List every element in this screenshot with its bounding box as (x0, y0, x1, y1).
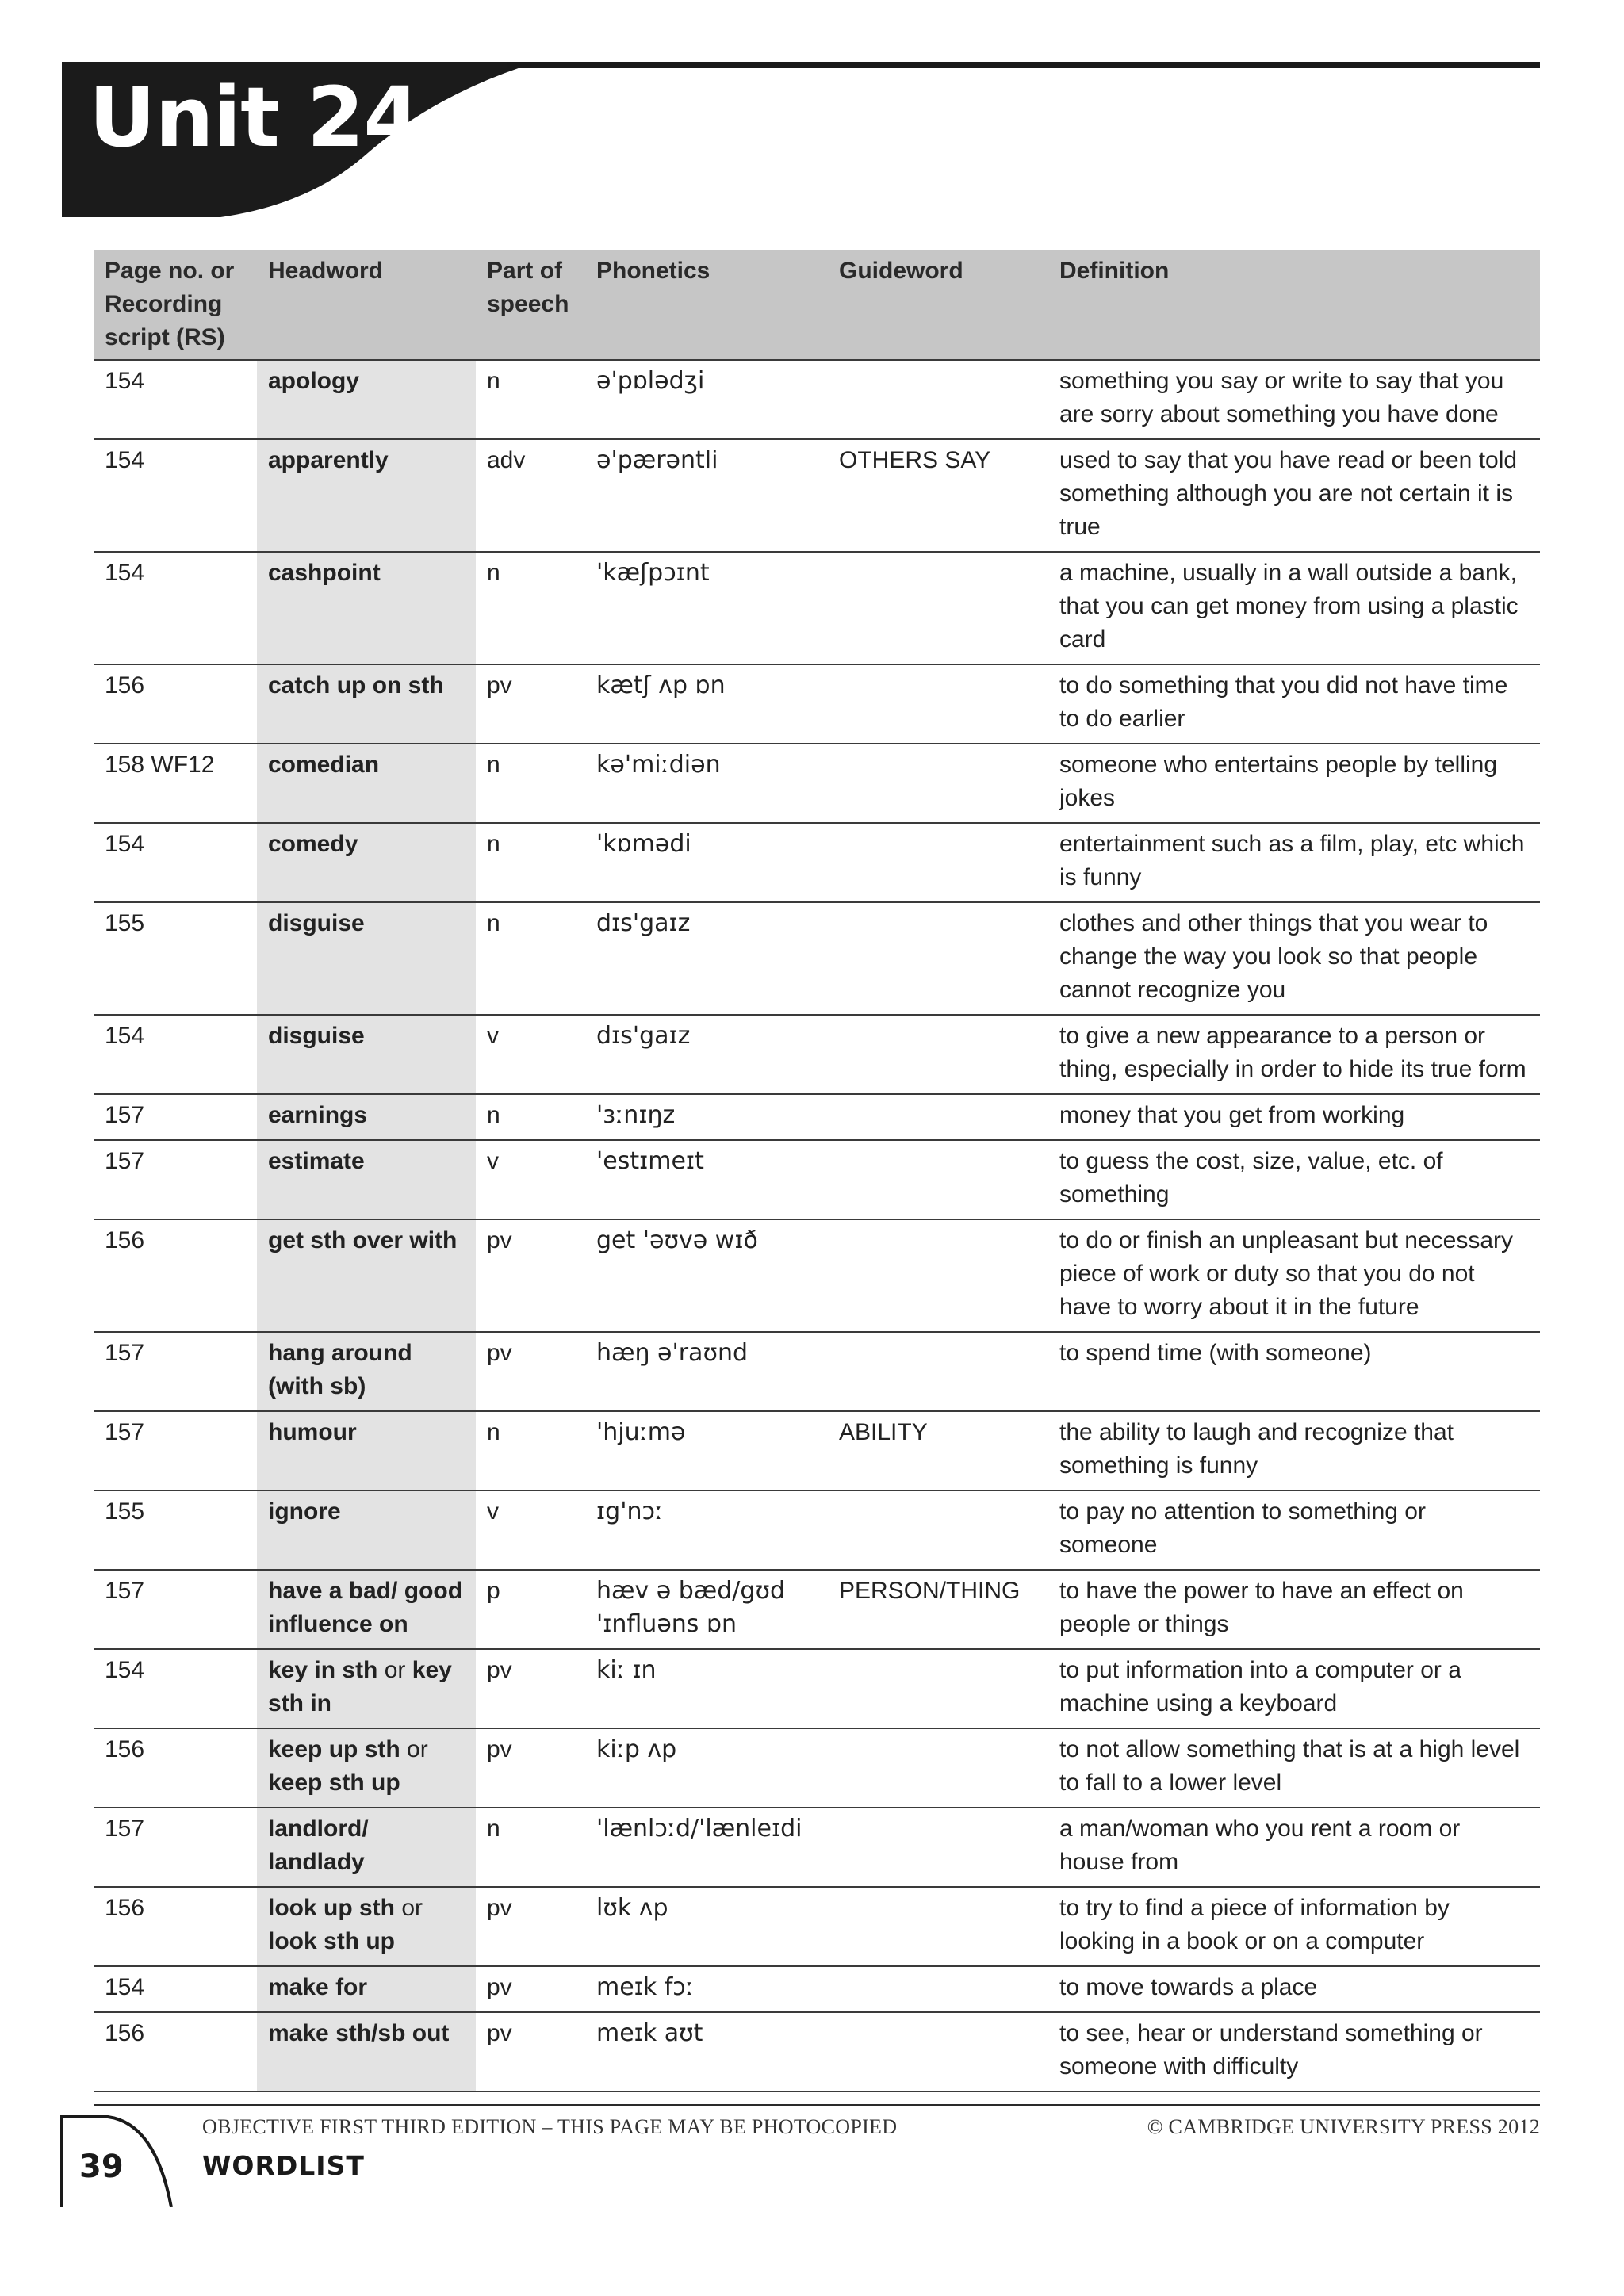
table-row (94, 744, 1540, 823)
cell-guideword (828, 744, 1048, 823)
cell-definition: to guess the cost, size, value, etc. of something (1048, 1140, 1540, 1219)
table-row (94, 1808, 1540, 1887)
cell-headword: disguise (257, 1015, 476, 1094)
cell-phonetics: dɪs'gaɪz (585, 902, 828, 1015)
cell-part-of-speech: pv (476, 2012, 585, 2091)
cell-guideword (828, 1094, 1048, 1140)
cell-headword: comedy (257, 823, 476, 902)
cell-guideword (828, 1490, 1048, 1570)
table-row (94, 1094, 1540, 1140)
cell-headword (257, 1887, 476, 1966)
cell-headword: comedian (257, 744, 476, 823)
cell-headword: make sth/sb out (257, 2012, 476, 2091)
table-row (94, 1015, 1540, 1094)
cell-definition: to move towards a place (1048, 1966, 1540, 2012)
cell-page: 157 (94, 1140, 257, 1219)
table-row (94, 1570, 1540, 1649)
table-row (94, 1490, 1540, 1570)
or-connector: or (401, 1895, 423, 1921)
cell-phonetics: kiː ɪn (585, 1649, 828, 1728)
header-rule (508, 62, 1540, 68)
cell-part-of-speech: n (476, 744, 585, 823)
cell-definition: to have the power to have an effect on people or things (1048, 1570, 1540, 1649)
cell-headword: apology (257, 360, 476, 439)
cell-headword: make for (257, 1966, 476, 2012)
cell-definition: entertainment such as a film, play, etc which is funny (1048, 823, 1540, 902)
page-number: 39 (79, 2149, 124, 2185)
cell-phonetics: dɪs'gaɪz (585, 1015, 828, 1094)
cell-guideword (828, 664, 1048, 744)
cell-page: 155 (94, 902, 257, 1015)
cell-headword: hang around (with sb) (257, 1332, 476, 1411)
cell-part-of-speech: pv (476, 1728, 585, 1808)
cell-guideword (828, 1649, 1048, 1728)
cell-headword: landlord/ landlady (257, 1808, 476, 1887)
cell-definition: to do or finish an unpleasant but necessary piece of work or duty so that you do not have to worry about it in the future (1048, 1219, 1540, 1332)
cell-definition: a machine, usually in a wall outside a bank, that you can get money from using a plastic card (1048, 552, 1540, 664)
table-row (94, 823, 1540, 902)
or-connector: or (384, 1657, 406, 1683)
cell-headword: cashpoint (257, 552, 476, 664)
cell-definition: to see, hear or understand something or someone with difficulty (1048, 2012, 1540, 2091)
column-header-definition: Definition (1048, 250, 1540, 360)
cell-phonetics: meɪk fɔː (585, 1966, 828, 2012)
cell-definition: to not allow something that is at a high level to fall to a lower level (1048, 1728, 1540, 1808)
cell-phonetics: kætʃ ʌp ɒn (585, 664, 828, 744)
cell-phonetics: lʊk ʌp (585, 1887, 828, 1966)
cell-page: 157 (94, 1094, 257, 1140)
cell-phonetics: 'estɪmeɪt (585, 1140, 828, 1219)
cell-guideword (828, 1140, 1048, 1219)
cell-guideword (828, 1887, 1048, 1966)
cell-definition: something you say or write to say that you are sorry about something you have done (1048, 360, 1540, 439)
cell-page: 154 (94, 1015, 257, 1094)
cell-headword: get sth over with (257, 1219, 476, 1332)
cell-part-of-speech: adv (476, 439, 585, 552)
table-row (94, 902, 1540, 1015)
headword-alternative: key sth in (268, 1657, 452, 1716)
table-row (94, 664, 1540, 744)
headword-text: look up sth (268, 1895, 395, 1921)
cell-page: 158 WF12 (94, 744, 257, 823)
cell-page: 157 (94, 1411, 257, 1490)
table-row (94, 2012, 1540, 2091)
cell-guideword: ABILITY (828, 1411, 1048, 1490)
or-connector: or (407, 1736, 428, 1762)
cell-guideword (828, 902, 1048, 1015)
cell-definition: to try to find a piece of information by looking in a book or on a computer (1048, 1887, 1540, 1966)
cell-guideword (828, 1966, 1048, 2012)
cell-definition: clothes and other things that you wear to change the way you look so that people cannot recognize you (1048, 902, 1540, 1015)
cell-phonetics: 'lænlɔːd/'lænleɪdi (585, 1808, 828, 1887)
cell-phonetics: 'kæʃpɔɪnt (585, 552, 828, 664)
cell-part-of-speech: n (476, 1411, 585, 1490)
cell-page: 156 (94, 664, 257, 744)
cell-page: 155 (94, 1490, 257, 1570)
cell-guideword (828, 2012, 1048, 2091)
section-label: WORDLIST (202, 2150, 365, 2181)
table-row (94, 360, 1540, 439)
cell-phonetics: ɪg'nɔː (585, 1490, 828, 1570)
cell-guideword (828, 1332, 1048, 1411)
headword-alternative: look sth up (268, 1928, 395, 1954)
column-header-part-of-speech: Part of speech (476, 250, 585, 360)
cell-definition: to pay no attention to something or someone (1048, 1490, 1540, 1570)
cell-part-of-speech: n (476, 902, 585, 1015)
cell-guideword (828, 1808, 1048, 1887)
cell-headword: catch up on sth (257, 664, 476, 744)
cell-definition: money that you get from working (1048, 1094, 1540, 1140)
cell-guideword: PERSON/THING (828, 1570, 1048, 1649)
cell-phonetics: hæŋ ə'raʊnd (585, 1332, 828, 1411)
cell-definition: someone who entertains people by telling jokes (1048, 744, 1540, 823)
column-header-page: Page no. or Recording script (RS) (94, 250, 257, 360)
cell-page: 156 (94, 1887, 257, 1966)
column-header-phonetics: Phonetics (585, 250, 828, 360)
cell-headword (257, 1649, 476, 1728)
cell-page: 154 (94, 552, 257, 664)
cell-part-of-speech: n (476, 1808, 585, 1887)
cell-definition: to put information into a computer or a machine using a keyboard (1048, 1649, 1540, 1728)
table-row (94, 1966, 1540, 2012)
cell-guideword (828, 1219, 1048, 1332)
table-row (94, 1219, 1540, 1332)
cell-guideword (828, 823, 1048, 902)
cell-part-of-speech: n (476, 823, 585, 902)
cell-part-of-speech: pv (476, 1219, 585, 1332)
headword-text: key in sth (268, 1657, 378, 1683)
cell-definition: to do something that you did not have time to do earlier (1048, 664, 1540, 744)
footer-rule (94, 2104, 1540, 2106)
cell-phonetics: ə'pɒlədʒi (585, 360, 828, 439)
cell-page: 157 (94, 1332, 257, 1411)
cell-definition: used to say that you have read or been told something although you are not certain it is true (1048, 439, 1540, 552)
cell-part-of-speech: pv (476, 664, 585, 744)
footer-edition-note: OBJECTIVE FIRST THIRD EDITION – THIS PAGE MAY BE PHOTOCOPIED (202, 2115, 898, 2138)
cell-page: 157 (94, 1808, 257, 1887)
cell-page: 154 (94, 1966, 257, 2012)
unit-title: Unit 24 (89, 69, 420, 166)
cell-part-of-speech: pv (476, 1332, 585, 1411)
cell-page: 156 (94, 1728, 257, 1808)
cell-page: 156 (94, 1219, 257, 1332)
cell-page: 154 (94, 823, 257, 902)
cell-phonetics: get 'əʊvə wɪð (585, 1219, 828, 1332)
cell-definition: a man/woman who you rent a room or house from (1048, 1808, 1540, 1887)
cell-headword: estimate (257, 1140, 476, 1219)
headword-alternative: keep sth up (268, 1770, 400, 1796)
wordlist-table (94, 250, 1540, 2092)
cell-part-of-speech: v (476, 1015, 585, 1094)
cell-part-of-speech: n (476, 360, 585, 439)
table-row (94, 1411, 1540, 1490)
column-header-guideword: Guideword (828, 250, 1048, 360)
cell-headword: apparently (257, 439, 476, 552)
cell-part-of-speech: pv (476, 1649, 585, 1728)
cell-part-of-speech: p (476, 1570, 585, 1649)
table-row (94, 1140, 1540, 1219)
table-row (94, 1887, 1540, 1966)
cell-phonetics: 'hjuːmə (585, 1411, 828, 1490)
table-row (94, 439, 1540, 552)
cell-phonetics: kə'miːdiən (585, 744, 828, 823)
cell-definition: to spend time (with someone) (1048, 1332, 1540, 1411)
column-header-headword: Headword (257, 250, 476, 360)
cell-part-of-speech: n (476, 552, 585, 664)
cell-phonetics: kiːp ʌp (585, 1728, 828, 1808)
cell-part-of-speech: v (476, 1490, 585, 1570)
cell-headword (257, 1728, 476, 1808)
cell-part-of-speech: pv (476, 1887, 585, 1966)
table-row (94, 552, 1540, 664)
table-row (94, 1332, 1540, 1411)
cell-phonetics: hæv ə bæd/gʊd 'ɪnfluəns ɒn (585, 1570, 828, 1649)
footer-copyright: © CAMBRIDGE UNIVERSITY PRESS 2012 (1147, 2115, 1540, 2138)
cell-guideword (828, 1728, 1048, 1808)
cell-part-of-speech: pv (476, 1966, 585, 2012)
cell-part-of-speech: v (476, 1140, 585, 1219)
cell-headword: disguise (257, 902, 476, 1015)
cell-page: 157 (94, 1570, 257, 1649)
cell-headword: earnings (257, 1094, 476, 1140)
table-row (94, 1728, 1540, 1808)
cell-definition: to give a new appearance to a person or thing, especially in order to hide its true form (1048, 1015, 1540, 1094)
cell-phonetics: meɪk aʊt (585, 2012, 828, 2091)
cell-phonetics: 'kɒmədi (585, 823, 828, 902)
cell-phonetics: 'ɜːnɪŋz (585, 1094, 828, 1140)
cell-guideword (828, 1015, 1048, 1094)
cell-guideword: OTHERS SAY (828, 439, 1048, 552)
headword-text: keep up sth (268, 1736, 400, 1762)
cell-headword: ignore (257, 1490, 476, 1570)
cell-page: 154 (94, 439, 257, 552)
cell-headword: have a bad/ good influence on (257, 1570, 476, 1649)
cell-page: 156 (94, 2012, 257, 2091)
cell-definition: the ability to laugh and recognize that something is funny (1048, 1411, 1540, 1490)
cell-headword: humour (257, 1411, 476, 1490)
cell-phonetics: ə'pærəntli (585, 439, 828, 552)
cell-part-of-speech: n (476, 1094, 585, 1140)
table-row (94, 1649, 1540, 1728)
cell-page: 154 (94, 360, 257, 439)
wordlist-body (94, 360, 1540, 2091)
table-header-row (94, 250, 1540, 360)
cell-guideword (828, 552, 1048, 664)
cell-page: 154 (94, 1649, 257, 1728)
cell-guideword (828, 360, 1048, 439)
